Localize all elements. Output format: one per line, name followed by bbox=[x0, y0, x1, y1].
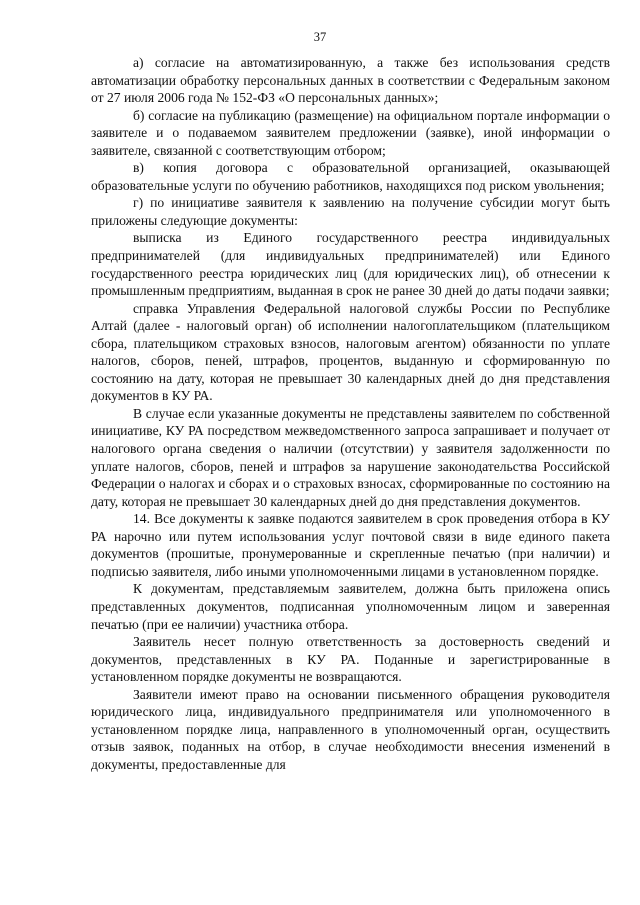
document-body bbox=[91, 54, 610, 773]
paragraph-document-inventory: К документам, представляемым заявителем, должна быть приложена опись представленных документов, подписанная уполномоченным лицом и заверенная печатью (при ее наличии) участника отбора. bbox=[91, 581, 610, 632]
paragraph-consent-processing: а) согласие на автоматизированную, а также без использования средств автоматизации обработку персональных данных в соответствии с Федеральным законом от 27 июля 2006 года № 152-ФЗ «О персональных данных»; bbox=[91, 55, 610, 106]
paragraph-tax-certificate: справка Управления Федеральной налоговой службы России по Республике Алтай (далее - налоговый орган) об исполнении налогоплательщиком (плательщиком сбора, плательщиком страховых взносов, налоговым агентом) обязанности по уплате налогов, сборов, пеней, штрафов, процентов, выданную и сформированную по состоянию на дату, которая не превышает 30 календарных дней до дня представления документов в КУ РА. bbox=[91, 300, 610, 404]
paragraph-applicant-responsibility: Заявитель несет полную ответственность за достоверность сведений и документов, представленных в КУ РА. Поданные и зарегистрированные в установленном порядке документы не возвращаются. bbox=[91, 634, 610, 685]
paragraph-optional-documents: г) по инициативе заявителя к заявлению на получение субсидии могут быть приложены следующие документы: bbox=[91, 195, 610, 228]
page-number: 37 bbox=[313, 30, 327, 44]
paragraph-contract-copy: в) копия договора с образовательной организацией, оказывающей образовательные услуги по обучению работников, находящихся под риском увольнения; bbox=[91, 160, 610, 193]
paragraph-consent-publication: б) согласие на публикацию (размещение) на официальном портале информации о заявителе и о подаваемом заявителем предложении (заявке), иной информации о заявителе, связанной с соответствующим отбором; bbox=[91, 107, 610, 158]
paragraph-application-withdrawal: Заявители имеют право на основании письменного обращения руководителя юридического лица, индивидуального предпринимателя или уполномоченного в установленном порядке лица, направленного в уполномоченный орган, осуществить отзыв заявок, поданных на отбор, в случае необходимости внесения изменений в документы, предоставленные для bbox=[91, 686, 610, 772]
paragraph-submission-rules: 14. Все документы к заявке подаются заявителем в срок проведения отбора в КУ РА нарочно или путем использования услуг почтовой связи в виде единого пакета документов (прошитые, пронумерованные и скрепленные печатью (при наличии) и подписью заявителя, либо иными уполномоченными лицами в установленном порядке. bbox=[91, 511, 610, 579]
paragraph-registry-extract: выписка из Единого государственного реестра индивидуальных предпринимателей (для индивидуальных предпринимателей) или Единого государственного реестра юридических лиц (для юридических лиц), об отнесении к промышленным предприятиям, выданная в срок не ранее 30 дней до даты подачи заявки; bbox=[91, 230, 610, 299]
paragraph-interagency-request: В случае если указанные документы не представлены заявителем по собственной инициативе, КУ РА посредством межведомственного запроса запрашивает и получает от налогового органа сведения о наличии (отсутствии) у заявителя задолженности по уплате налогов, сборов, пеней и штрафов за нарушение законодательства Российской Федерации о налогах и сборах и о страховых взносах, сформированные по состоянию на дату, которая не превышает 30 календарных дней до дня представления документов. bbox=[91, 405, 610, 509]
